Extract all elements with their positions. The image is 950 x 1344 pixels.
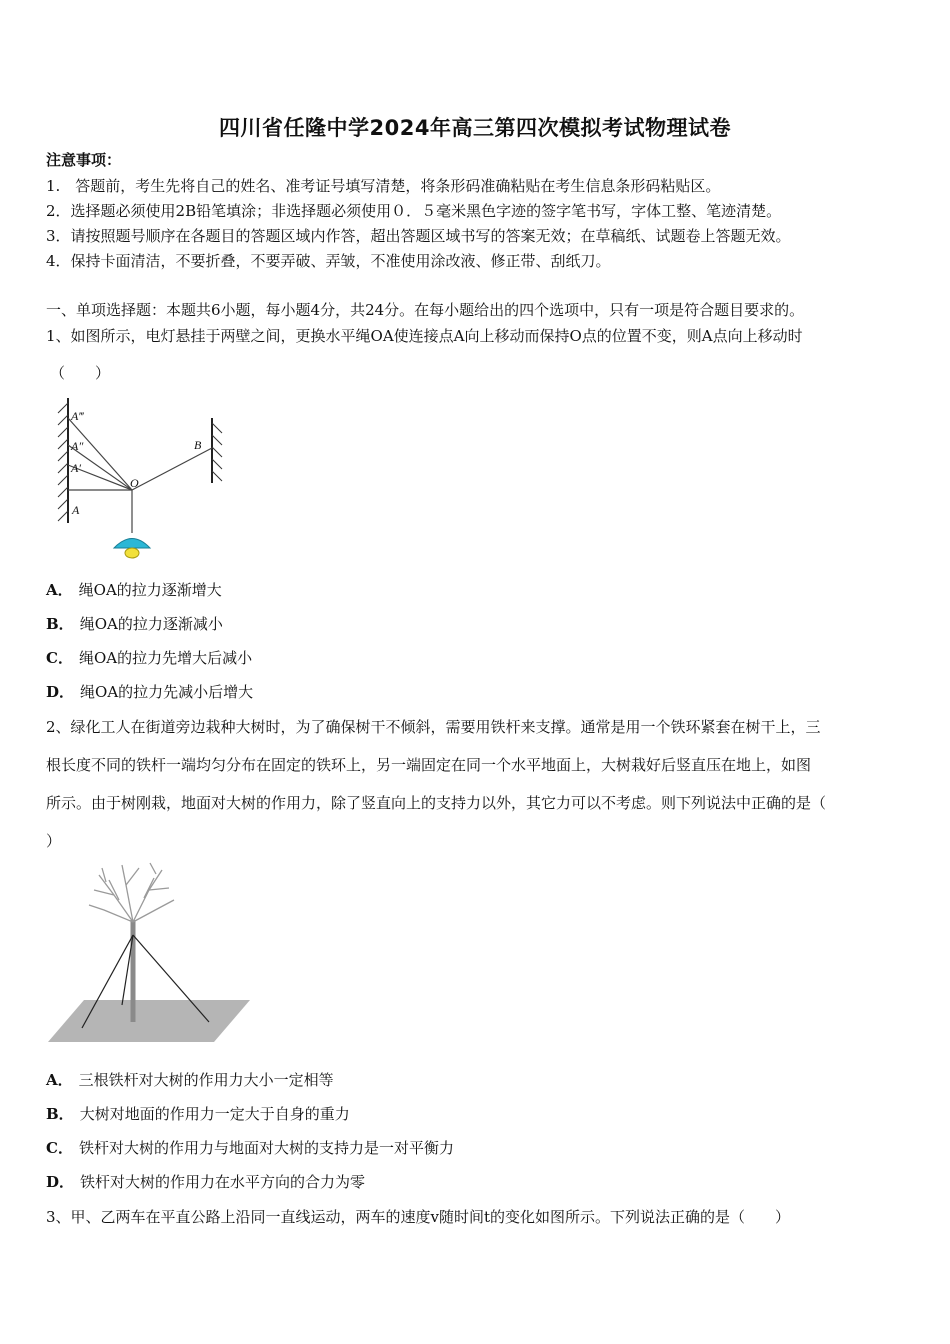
option-label: A． (46, 581, 73, 599)
q2-option-a[interactable] (46, 1070, 334, 1090)
page-title: 四川省任隆中学2024年高三第四次模拟考试物理试卷 (219, 116, 731, 140)
notice-item: 3．请按照题号顺序在各题目的答题区域内作答，超出答题区域书写的答案无效；在草稿纸、试题卷上答题无效。 (46, 227, 791, 245)
label-b: B (194, 438, 202, 452)
notice-item: 1. 答题前，考生先将自己的姓名、准考证号填写清楚，将条形码准确粘贴在考生信息条形码粘贴区。 (46, 177, 721, 195)
q1-stem: 1、如图所示，电灯悬挂于两壁之间，更换水平绳OA使连接点A向上移动而保持O点的位置不变，则A点向上移动时 (46, 327, 803, 345)
label-a2: A″ (71, 439, 84, 453)
notice-item: 2．选择题必须使用2B铅笔填涂；非选择题必须使用０．５毫米黑色字迹的签字笔书写，字体工整、笔迹清楚。 (46, 202, 782, 220)
q2-option-b[interactable] (46, 1104, 350, 1124)
ground-plane (48, 1000, 250, 1042)
label-a0: A (72, 503, 80, 517)
option-label: D． (46, 1173, 75, 1191)
q2-option-c[interactable] (46, 1138, 454, 1158)
label-a3: A‴ (71, 409, 84, 423)
lamp-shade-icon (114, 539, 150, 549)
tree-branches (89, 863, 174, 922)
option-label: A． (46, 1071, 73, 1089)
q2-option-d[interactable] (46, 1172, 365, 1192)
notice-heading: 注意事项： (46, 151, 122, 169)
light-bulb-icon (125, 548, 139, 558)
section-heading: 一、单项选择题：本题共6小题，每小题4分，共24分。在每小题给出的四个选项中，只有一项是符合题目要求的。 (46, 301, 805, 319)
option-label: B． (46, 615, 74, 633)
q2-stem-line: ） (46, 832, 62, 850)
option-text: 铁杆对大树的作用力在水平方向的合力为零 (80, 1173, 366, 1191)
q1-option-b[interactable] (46, 614, 223, 634)
label-a1: A′ (71, 461, 81, 475)
option-label: C． (46, 649, 73, 667)
label-o: O (130, 476, 139, 490)
q1-answer-bracket: （ ） (50, 364, 111, 382)
notice-item: 4．保持卡面清洁，不要折叠，不要弄破、弄皱，不准使用涂改液、修正带、刮纸刀。 (46, 252, 611, 270)
q2-stem-line: 根长度不同的铁杆一端均匀分布在固定的铁环上，另一端固定在同一个水平地面上，大树栽好后竖直压在地上，如图 (46, 756, 812, 774)
option-text: 三根铁杆对大树的作用力大小一定相等 (78, 1071, 334, 1089)
q1-option-c[interactable] (46, 648, 252, 668)
option-text: 绳OA的拉力先增大后减小 (78, 649, 253, 667)
option-label: C． (46, 1139, 73, 1157)
q1-option-d[interactable] (46, 682, 253, 702)
q2-stem-line: 2、绿化工人在街道旁边栽种大树时，为了确保树干不倾斜，需要用铁杆来支撑。通常是用一个铁环紧套在树干上，三 (46, 718, 821, 736)
q3-stem: 3、甲、乙两车在平直公路上沿同一直线运动，两车的速度v随时间t的变化如图所示。下列说法正确的是（ ） (46, 1208, 791, 1226)
option-text: 铁杆对大树的作用力与地面对大树的支持力是一对平衡力 (78, 1139, 454, 1157)
q1-figure (44, 393, 244, 565)
option-text: 绳OA的拉力逐渐减小 (79, 615, 223, 633)
q2-figure (44, 860, 254, 1045)
q1-option-a[interactable] (46, 580, 222, 600)
option-label: D． (46, 683, 75, 701)
option-text: 绳OA的拉力逐渐增大 (78, 581, 222, 599)
option-text: 大树对地面的作用力一定大于自身的重力 (79, 1105, 350, 1123)
option-text: 绳OA的拉力先减小后增大 (80, 683, 254, 701)
q2-stem-line: 所示。由于树刚栽，地面对大树的作用力，除了竖直向上的支持力以外，其它力可以不考虑。则下列说法中正确的是（ (46, 794, 827, 812)
option-label: B． (46, 1105, 74, 1123)
